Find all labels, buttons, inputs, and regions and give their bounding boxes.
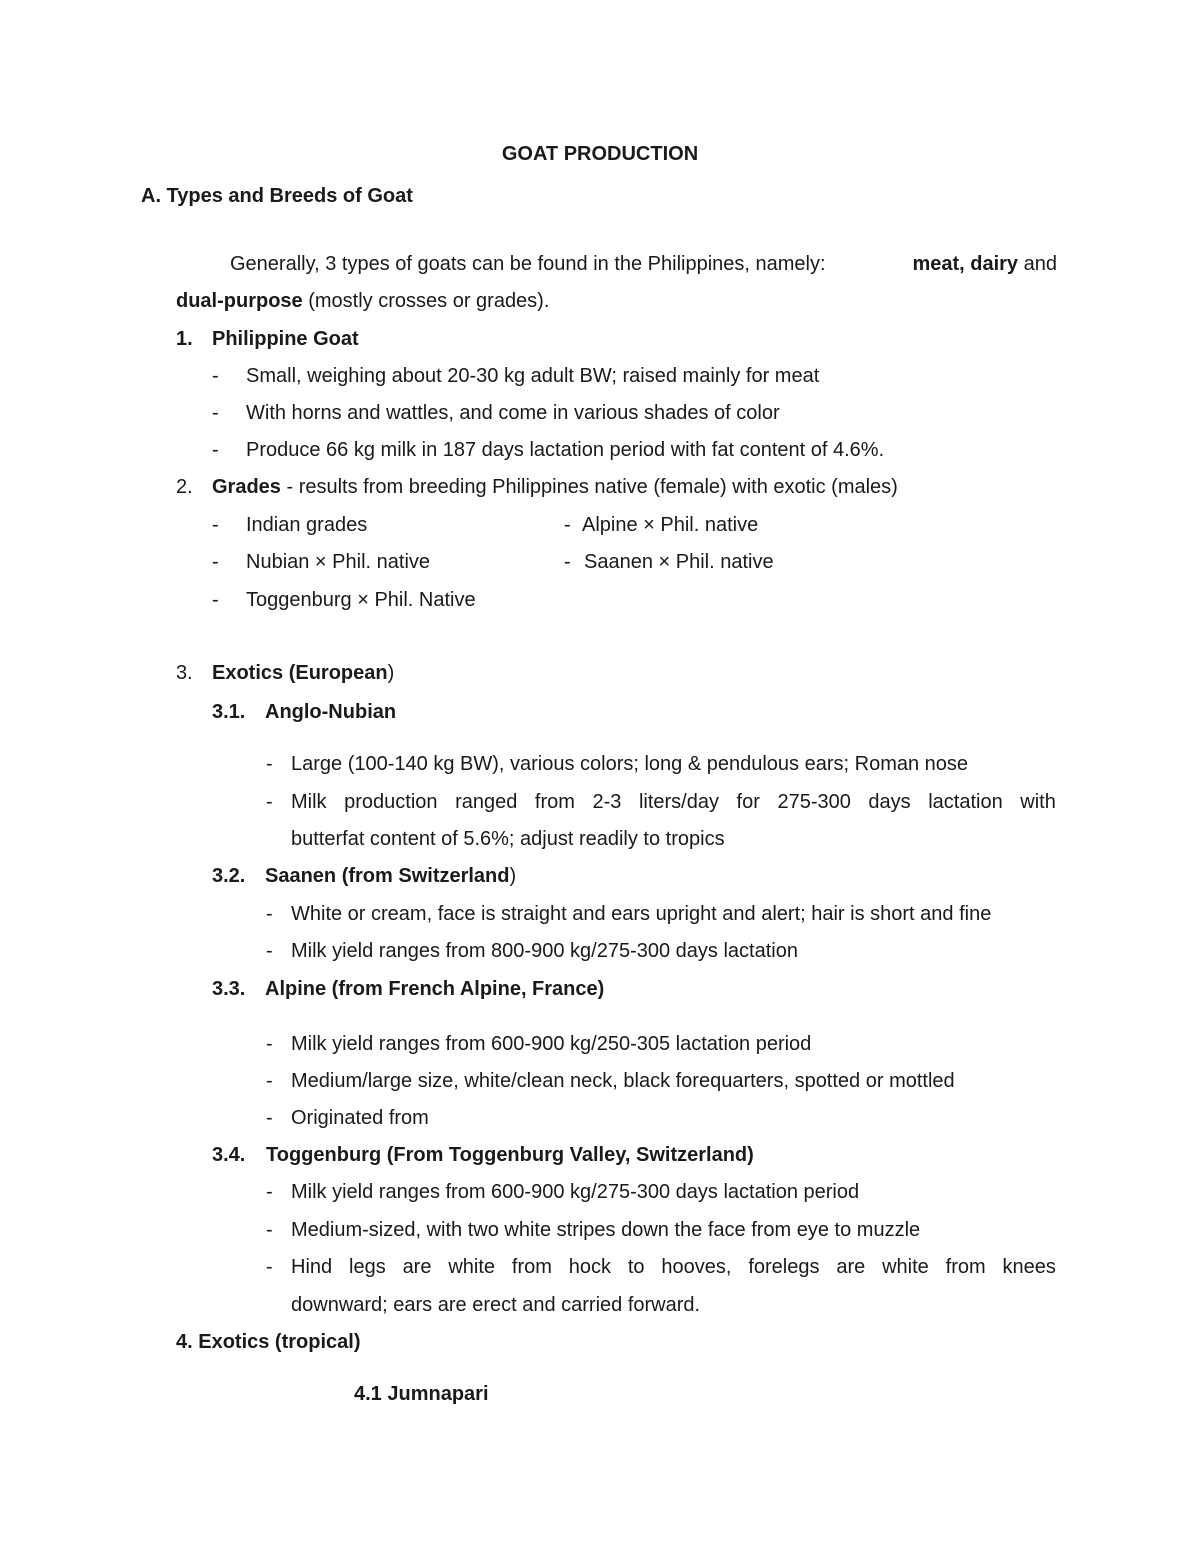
word: from	[945, 1256, 986, 1278]
bullet-dash: -	[266, 1033, 273, 1055]
word: liters/day	[638, 791, 719, 813]
sub-3-2-title-close: )	[509, 865, 517, 887]
item-4-title: 4. Exotics (tropical)	[176, 1331, 361, 1353]
intro-dual-purpose: dual-purpose	[176, 290, 303, 312]
intro-meat: meat,	[912, 253, 965, 275]
sub-3-2-line	[265, 866, 516, 886]
bullet-dash: -	[212, 589, 219, 611]
word: to	[627, 1256, 645, 1278]
item-1-bullet: Produce 66 kg milk in 187 days lactation period with fat content of 4.6%.	[246, 439, 885, 461]
word: 2-3	[592, 791, 622, 813]
bullet-dash: -	[212, 439, 219, 461]
sub-4-1-title: 4.1 Jumnapari	[354, 1383, 489, 1405]
grade-item: Toggenburg × Phil. Native	[246, 589, 476, 611]
intro-line-1	[230, 254, 1057, 274]
item-3-title: Exotics (European	[212, 662, 388, 684]
word: for	[736, 791, 760, 813]
bullet-dash: -	[266, 1256, 273, 1278]
item-3-title-close: )	[387, 662, 395, 684]
sub-3-1-number: 3.1.	[212, 701, 246, 723]
sub-3-4-number: 3.4.	[212, 1144, 246, 1166]
bullet-dash: -	[266, 903, 273, 925]
word: Milk	[291, 791, 327, 813]
bullet-dash: -	[212, 514, 219, 536]
item-3-line	[212, 663, 394, 683]
word: Hind	[291, 1256, 333, 1278]
intro-line-2	[176, 291, 549, 311]
sub-3-3-bullet: Milk yield ranges from 600-900 kg/250-305 lactation period	[291, 1033, 812, 1055]
intro-text: Generally, 3 types of goats can be found in the Philippines, namely:	[230, 253, 826, 275]
word: with	[1020, 791, 1056, 813]
sub-3-1-bullet: Large (100-140 kg BW), various colors; long & pendulous ears; Roman nose	[291, 753, 969, 775]
word: legs	[349, 1256, 386, 1278]
sub-3-2-bullet: Milk yield ranges from 800-900 kg/275-300 days lactation	[291, 940, 798, 962]
bullet-dash: -	[564, 551, 571, 573]
word: knees	[1002, 1256, 1056, 1278]
word: hock	[568, 1256, 611, 1278]
intro-and: and	[1023, 253, 1057, 275]
item-3-number: 3.	[176, 662, 193, 684]
word: white	[882, 1256, 929, 1278]
sub-3-4-bullet: Milk yield ranges from 600-900 kg/275-300 days lactation period	[291, 1181, 860, 1203]
sub-3-1-bullet-justified	[291, 792, 1056, 812]
word: hooves,	[661, 1256, 732, 1278]
item-2-line	[212, 477, 898, 497]
item-1-bullet: With horns and wattles, and come in various shades of color	[246, 402, 780, 424]
item-1-bullet: Small, weighing about 20-30 kg adult BW; raised mainly for meat	[246, 365, 820, 387]
sub-3-4-bullet: Medium-sized, with two white stripes down the face from eye to muzzle	[291, 1219, 921, 1241]
bullet-dash: -	[564, 514, 571, 536]
word: are	[402, 1256, 432, 1278]
sub-3-1-bullet-cont: butterfat content of 5.6%; adjust readily to tropics	[291, 828, 725, 850]
bullet-dash: -	[212, 402, 219, 424]
intro-dairy: dairy	[970, 253, 1019, 275]
item-2-desc: - results from breeding Philippines native (female) with exotic (males)	[280, 476, 898, 498]
sub-3-2-number: 3.2.	[212, 865, 246, 887]
word: are	[836, 1256, 866, 1278]
sub-3-4-bullet-cont: downward; ears are erect and carried forward.	[291, 1294, 701, 1316]
word: production	[344, 791, 438, 813]
bullet-dash: -	[266, 1107, 273, 1129]
intro-rest: (mostly crosses or grades).	[302, 290, 550, 312]
word: from	[534, 791, 575, 813]
bullet-dash: -	[266, 1219, 273, 1241]
item-2-number: 2.	[176, 476, 193, 498]
word: ranged	[455, 791, 518, 813]
bullet-dash: -	[266, 1070, 273, 1092]
word: days	[868, 791, 911, 813]
bullet-dash: -	[266, 791, 273, 813]
word: 275-300	[777, 791, 851, 813]
sub-3-3-bullet: Medium/large size, white/clean neck, black forequarters, spotted or mottled	[291, 1070, 955, 1092]
bullet-dash: -	[266, 753, 273, 775]
item-2-title: Grades	[212, 476, 281, 498]
bullet-dash: -	[266, 940, 273, 962]
sub-3-4-bullet-justified	[291, 1257, 1056, 1277]
sub-3-3-number: 3.3.	[212, 978, 246, 1000]
grade-item: Saanen × Phil. native	[584, 551, 774, 573]
bullet-dash: -	[266, 1181, 273, 1203]
word: lactation	[928, 791, 1003, 813]
word: white	[448, 1256, 496, 1278]
item-1-number: 1.	[176, 328, 193, 350]
bullet-dash: -	[212, 365, 219, 387]
grade-item: Nubian × Phil. native	[246, 551, 431, 573]
sub-3-1-title: Anglo-Nubian	[265, 701, 397, 723]
grade-item: Alpine × Phil. native	[582, 514, 759, 536]
sub-3-3-title: Alpine (from French Alpine, France)	[265, 978, 605, 1000]
word: from	[511, 1256, 552, 1278]
sub-3-3-bullet: Originated from	[291, 1107, 429, 1129]
sub-3-4-title: Toggenburg (From Toggenburg Valley, Switzerland)	[266, 1144, 754, 1166]
grade-item: Indian grades	[246, 514, 368, 536]
section-a-heading: A. Types and Breeds of Goat	[141, 185, 413, 207]
sub-3-2-bullet: White or cream, face is straight and ears upright and alert; hair is short and fine	[291, 903, 992, 925]
sub-3-2-title: Saanen (from Switzerland	[265, 865, 510, 887]
document-title: GOAT PRODUCTION	[501, 143, 699, 165]
word: forelegs	[748, 1256, 820, 1278]
item-1-title: Philippine Goat	[212, 328, 359, 350]
bullet-dash: -	[212, 551, 219, 573]
